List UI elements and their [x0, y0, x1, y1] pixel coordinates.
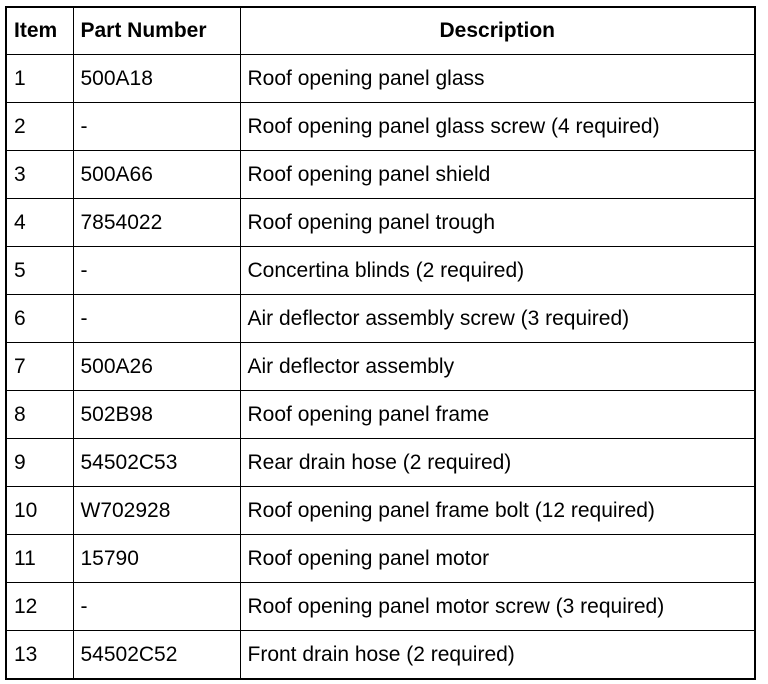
item-column-header: Item — [6, 7, 73, 55]
description-cell: Front drain hose (2 required) — [240, 631, 755, 680]
item-cell: 3 — [6, 151, 73, 199]
item-cell: 1 — [6, 55, 73, 103]
item-cell: 10 — [6, 487, 73, 535]
parts-table — [5, 6, 756, 680]
description-cell: Roof opening panel frame — [240, 391, 755, 439]
item-cell: 13 — [6, 631, 73, 680]
description-cell: Concertina blinds (2 required) — [240, 247, 755, 295]
part-number-cell: 500A18 — [73, 55, 240, 103]
table-row — [6, 247, 755, 295]
item-cell: 9 — [6, 439, 73, 487]
description-cell: Roof opening panel motor — [240, 535, 755, 583]
part-number-cell: 15790 — [73, 535, 240, 583]
table-row — [6, 631, 755, 680]
table-row — [6, 151, 755, 199]
part-number-cell: 500A66 — [73, 151, 240, 199]
header-row — [6, 7, 755, 55]
table-row — [6, 535, 755, 583]
item-cell: 11 — [6, 535, 73, 583]
part-number-cell: W702928 — [73, 487, 240, 535]
part-number-cell: 502B98 — [73, 391, 240, 439]
part-number-cell: - — [73, 583, 240, 631]
item-cell: 2 — [6, 103, 73, 151]
table-row — [6, 295, 755, 343]
description-cell: Roof opening panel motor screw (3 required) — [240, 583, 755, 631]
description-cell: Roof opening panel trough — [240, 199, 755, 247]
description-cell: Roof opening panel frame bolt (12 required) — [240, 487, 755, 535]
part-number-cell: 54502C52 — [73, 631, 240, 680]
part-number-cell: 54502C53 — [73, 439, 240, 487]
description-cell: Roof opening panel shield — [240, 151, 755, 199]
part-number-cell: - — [73, 295, 240, 343]
description-cell: Roof opening panel glass — [240, 55, 755, 103]
description-cell: Roof opening panel glass screw (4 required) — [240, 103, 755, 151]
description-column-header: Description — [240, 7, 755, 55]
table-row — [6, 103, 755, 151]
item-cell: 5 — [6, 247, 73, 295]
description-cell: Air deflector assembly — [240, 343, 755, 391]
part-number-cell: 7854022 — [73, 199, 240, 247]
item-cell: 6 — [6, 295, 73, 343]
part-number-column-header: Part Number — [73, 7, 240, 55]
item-cell: 7 — [6, 343, 73, 391]
item-cell: 12 — [6, 583, 73, 631]
description-cell: Rear drain hose (2 required) — [240, 439, 755, 487]
part-number-cell: - — [73, 103, 240, 151]
part-number-cell: - — [73, 247, 240, 295]
description-cell: Air deflector assembly screw (3 required) — [240, 295, 755, 343]
parts-table-body — [6, 55, 755, 680]
table-row — [6, 487, 755, 535]
item-cell: 8 — [6, 391, 73, 439]
table-row — [6, 199, 755, 247]
part-number-cell: 500A26 — [73, 343, 240, 391]
table-row — [6, 439, 755, 487]
item-cell: 4 — [6, 199, 73, 247]
table-row — [6, 391, 755, 439]
table-row — [6, 55, 755, 103]
table-row — [6, 583, 755, 631]
table-row — [6, 343, 755, 391]
